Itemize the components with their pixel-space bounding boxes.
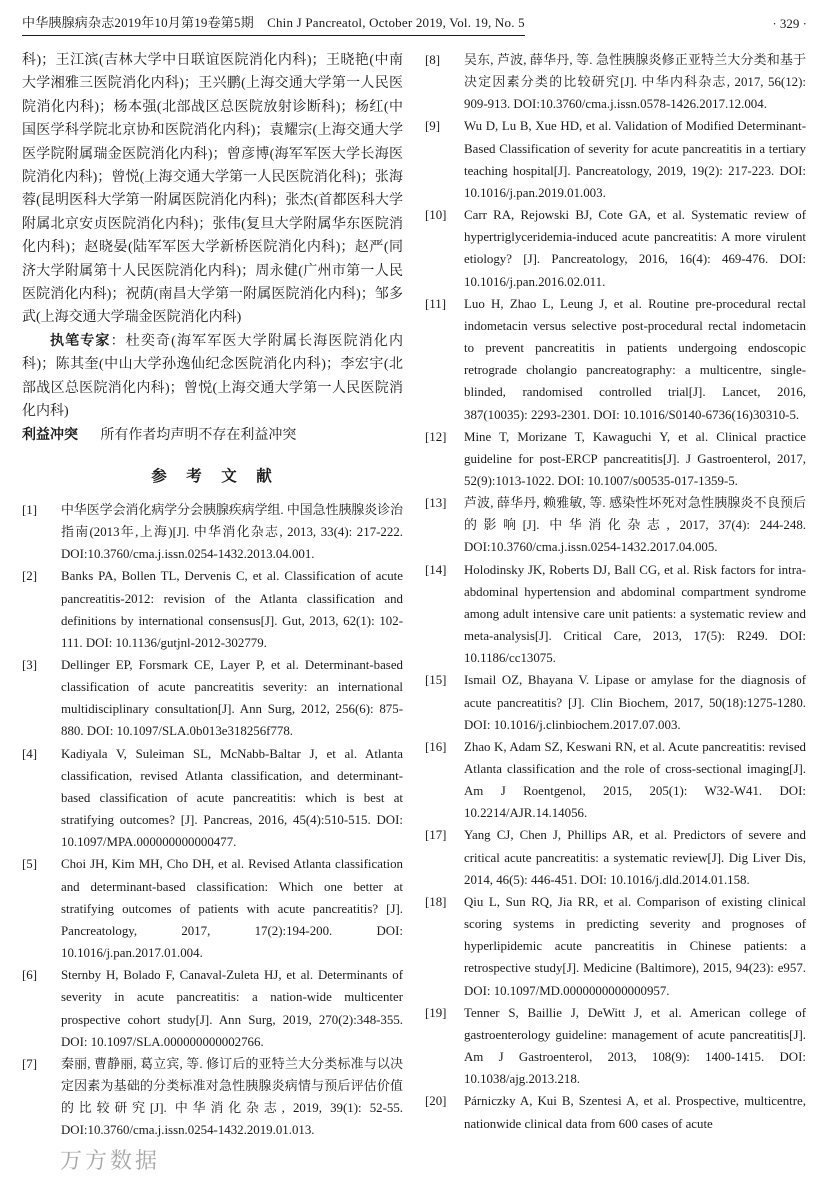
reference-text: Párniczky A, Kui B, Szentesi A, et al. Prospective, multicentre, nationwide clinical data from 600 cases of acute [464,1094,806,1131]
reference-text: Holodinsky JK, Roberts DJ, Ball CG, et al. Risk factors for intra-abdominal hypertension and abdominal compartment syndrome among adult intensive care unit patients: a systematic review and meta-analysis[J]. Critical Care, 2013, 17(5): R249. DOI: 10.1186/cc13075. [464,562,806,666]
reference-text: Kadiyala V, Suleiman SL, McNabb-Baltar J, et al. Atlanta classification, revised Atlanta classification, and determinant-based classification of acute pancreatitis: which is best at stratifying outcomes? [J]. Pancreas, 2016, 45(4):510-515. DOI: 10.1097/MPA.000000000000477. [61,746,403,850]
reference-number: [13] [425,496,447,511]
reference-text: 秦丽, 曹静丽, 葛立宾, 等. 修订后的亚特兰大分类标准与以决定因素为基础的分类标准对急性胰腺炎病情与预后评估价值的比较研究[J]. 中华消化杂志, 2019, 39(1): 52-55. DOI:10.3760/cma.j.issn.0254-1432.2019.01.013. [61,1056,403,1138]
reference-number: [19] [425,1005,447,1020]
reference-number: [14] [425,562,447,577]
reference-item [425,49,806,115]
reference-number: [8] [425,53,441,67]
reference-text: Sternby H, Bolado F, Canaval-Zuleta HJ, et al. Determinants of severity in acute pancreatitis: a nation-wide multicenter prospective cohort study[J]. Ann Surg, 2019, 270(2):348-355. DOI: 10.1097/SLA.000000000002766. [61,968,403,1049]
right-column [425,49,806,1141]
reference-number: [7] [22,1056,38,1071]
reference-number: [3] [22,658,38,672]
reference-number: [9] [425,119,441,134]
reference-item [22,964,403,1053]
reference-text: Banks PA, Bollen TL, Dervenis C, et al. Classification of acute pancreatitis-2012: revision of the Atlanta classification and definitions by international consensus[J]. Gut, 2013, 62(1): 102-111. DOI: 10.1136/gutjnl-2012-302779. [61,569,403,650]
conflict-of-interest-text: 所有作者均声明不存在利益冲突 [100,427,297,443]
watermark: 万方数据 [60,1148,161,1173]
reference-text: Wu D, Lu B, Xue HD, et al. Validation of Modified Determinant-Based Classification of severity for acute pancreatitis in a tertiary teaching hospital[J]. Pancreatology, 2019, 19(2): 217-223. DOI: 10.1016/j.pan.2019.01.003. [464,119,806,200]
reference-item [22,565,403,654]
reference-item [425,736,806,825]
reference-item [22,853,403,964]
reference-item [425,1002,806,1091]
reference-number: [2] [22,569,38,584]
reference-item [425,1090,806,1134]
authors-continuation-paragraph: 科)；王江滨(吉林大学中日联谊医院消化内科)；王晓艳(中南大学湘雅三医院消化内科)；王兴鹏(上海交通大学第一人民医院消化内科)；杨本强(北部战区总医院放射诊断科)；杨红(中国医学科学院北京协和医院消化内科)；袁耀宗(上海交通大学医学院附属瑞金医院消化内科)；曾彦博(海军军医大学长海医院消化内科)；曾悦(上海交通大学第一人民医院消化科)；张海蓉(昆明医科大学第一附属医院消化内科)；张杰(首都医科大学附属北京安贞医院消化内科)；张伟(复旦大学附属华东医院消化内科)；赵晓晏(陆军军医大学新桥医院消化内科)；赵严(同济大学附属第十人民医院消化内科)；周永健(广州市第一人民医院消化内科)；祝荫(南昌大学第一附属医院消化内科)；邹多武(上海交通大学瑞金医院消化内科) [22,53,403,326]
conflict-of-interest-paragraph [22,424,403,447]
conflict-of-interest-label: 利益冲突 [22,427,78,443]
two-column-body [0,36,825,1141]
reference-number: [16] [425,739,447,754]
reference-number: [11] [425,296,446,311]
reference-item [425,204,806,293]
reference-text: Yang CJ, Chen J, Phillips AR, et al. Predictors of severe and critical acute pancreatitis: a systematic review[J]. Dig Liver Dis, 2014, 46(5): 446-451. DOI: 10.1016/j.dld.2014.01.158. [464,828,806,887]
reference-text: Zhao K, Adam SZ, Keswani RN, et al. Acute pancreatitis: revised Atlanta classification and the role of cross-sectional imaging[J]. Am J Roentgenol, 2015, 205(1): W32-W41. DOI: 10.2214/AJR.14.14056. [464,739,806,821]
reference-text: 吴东, 芦波, 薛华丹, 等. 急性胰腺炎修正亚特兰大分类和基于决定因素分类的比较研究[J]. 中华内科杂志, 2017, 56(12): 909-913. DOI:10.3760/cma.j.issn.0578-1426.2017.12.004. [464,53,806,112]
reference-item [425,293,806,426]
reference-text: Luo H, Zhao L, Leung J, et al. Routine pre-procedural rectal indometacin versus selective post-procedural rectal indometacin to prevent pancreatitis in patients undergoing endoscopic retrograde cholangio pancreatography: a multicentre, single-blinded, randomised controlled trial[J]. Lancet, 2016, 387(10035): 2293-2301. DOI: 10.1016/S0140-6736(16)30310-5. [464,296,806,422]
reference-number: [1] [22,502,38,517]
reference-number: [12] [425,429,447,444]
reference-text: Ismail OZ, Bhayana V. Lipase or amylase for the diagnosis of acute pancreatitis? [J]. Clin Biochem, 2017, 50(18):1275-1280. DOI: 10.1016/j.clinbiochem.2017.07.003. [464,673,806,732]
reference-item [425,115,806,204]
reference-text: Tenner S, Baillie J, DeWitt J, et al. American college of gastroenterology guideline: management of acute pancreatitis[J]. Am J Gastroenterol, 2013, 108(9): 1400-1415. DOI: 10.1038/ajg.2013.218. [464,1005,806,1087]
references-list-right [425,49,806,1135]
reference-number: [6] [22,968,38,983]
reference-text: 中华医学会消化病学分会胰腺疾病学组. 中国急性胰腺炎诊治指南(2013年,上海)[J]. 中华消化杂志, 2013, 33(4): 217-222. DOI:10.3760/cma.j.issn.0254-1432.2013.04.001. [61,502,403,562]
reference-number: [20] [425,1094,447,1109]
page-header [0,0,825,36]
reference-item [22,499,403,565]
left-column [22,49,403,1141]
writers-text: ：杜奕奇(海军军医大学附属长海医院消化内科)；陈其奎(中山大学孙逸仙纪念医院消化内科)；李宏宇(北部战区总医院消化内科)；曾悦(上海交通大学第一人民医院消化内科) [22,333,404,420]
reference-number: [18] [425,894,447,909]
reference-text: Choi JH, Kim MH, Cho DH, et al. Revised Atlanta classification and determinant-based classification: Which one better at stratifying outcomes of patients with acute pancreatitis? [J]. Pancreatology, 2017, 17(2):194-200. DOI: 10.1016/j.pan.2017.01.004. [61,857,403,961]
reference-item [425,492,806,558]
page-number: · 329 · [772,16,807,31]
reference-item [425,891,806,1002]
references-list-left [22,499,403,1142]
reference-text: Dellinger EP, Forsmark CE, Layer P, et al. Determinant-based classification of acute pancreatitis severity: an international multidisciplinary consultation[J]. Ann Surg, 2012, 256(6): 875-880. DOI: 10.1097/SLA.0b013e318256f778. [61,658,403,739]
writers-label: 执笔专家 [50,333,111,349]
reference-number: [15] [425,673,447,688]
references-heading: 参 考 文 献 [151,467,274,485]
reference-item [22,1053,403,1142]
reference-item [425,669,806,735]
writers-paragraph [22,330,403,424]
reference-item [22,743,403,854]
reference-number: [17] [425,828,447,843]
reference-number: [10] [425,208,447,223]
reference-text: Qiu L, Sun RQ, Jia RR, et al. Comparison of existing clinical scoring systems in predicting severity and prognoses of hyperlipidemic acute pancreatitis in Chinese patients: a retrospective study[J]. Medicine (Baltimore), 2015, 94(23): e957. DOI: 10.1097/MD.0000000000000957. [464,894,806,998]
reference-number: [5] [22,857,38,872]
reference-text: Carr RA, Rejowski BJ, Cote GA, et al. Systematic review of hypertriglyceridemia-induced acute pancreatitis: A more virulent etiology? [J]. Pancreatology, 2016, 16(4): 469-476. DOI: 10.1016/j.pan.2016.02.011. [464,208,806,289]
journal-title-line: 中华胰腺病杂志2019年10月第19卷第5期 Chin J Pancreatol, October 2019, Vol. 19, No. 5 [22,12,525,36]
reference-text: Mine T, Morizane T, Kawaguchi Y, et al. Clinical practice guideline for post-ERCP pancreatitis[J]. J Gastroenterol, 2017, 52(9):1013-1022. DOI: 10.1007/s00535-017-1359-5. [464,429,806,488]
reference-item [425,824,806,890]
reference-item [425,559,806,670]
reference-item [425,426,806,492]
reference-item [22,654,403,743]
reference-text: 芦波, 薛华丹, 赖雅敏, 等. 感染性坏死对急性胰腺炎不良预后的影响[J]. 中华消化杂志, 2017, 37(4): 244-248. DOI:10.3760/cma.j.issn.0254-1432.2017.04.005. [464,496,806,555]
reference-number: [4] [22,746,38,761]
